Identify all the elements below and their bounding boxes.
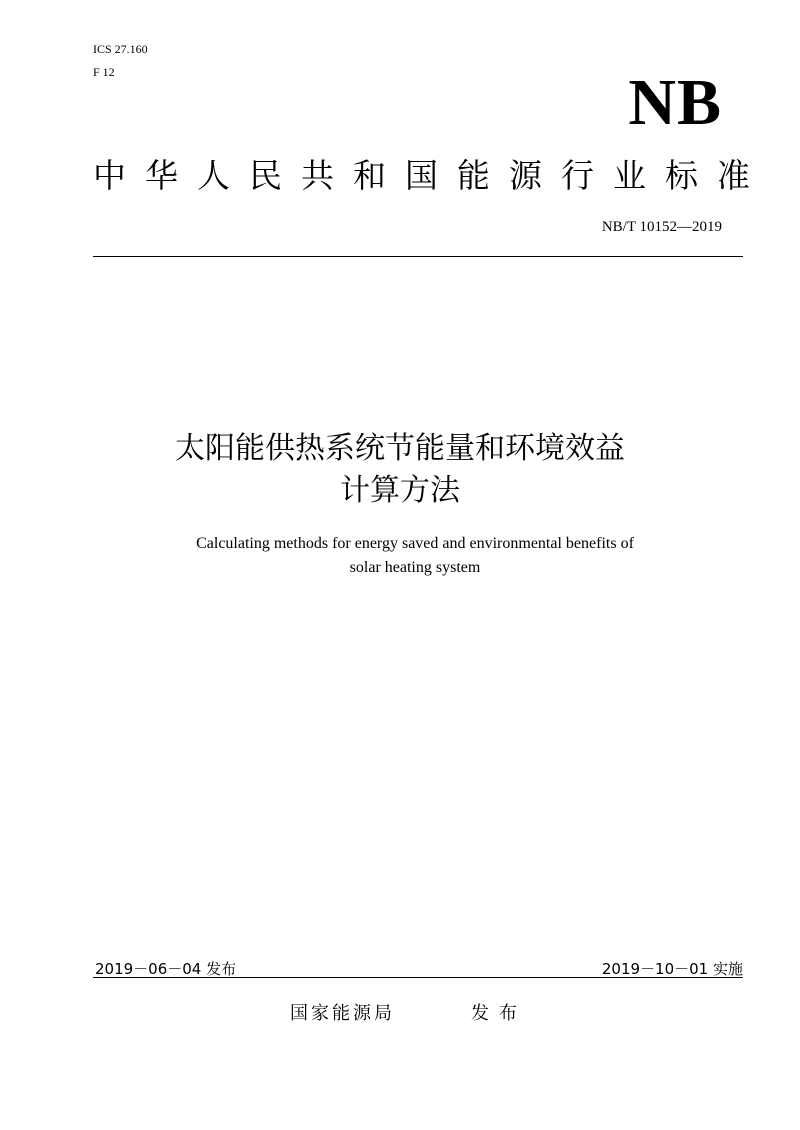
english-title xyxy=(0,532,800,580)
bottom-divider xyxy=(93,977,743,978)
english-title-line1: Calculating methods for energy saved and environmental benefits of xyxy=(196,535,634,552)
standard-type-char: 标 xyxy=(665,156,698,195)
top-divider xyxy=(93,256,743,257)
ics-code: ICS 27.160 xyxy=(93,42,148,56)
issue-date: 2019－06－04 发布 xyxy=(95,960,237,978)
standard-type-char: 业 xyxy=(613,156,646,195)
chinese-title xyxy=(0,428,800,512)
standard-type-title xyxy=(93,156,750,196)
standard-type-char: 人 xyxy=(197,156,230,195)
standard-type-char: 源 xyxy=(509,156,542,195)
standard-type-char: 民 xyxy=(249,156,282,195)
implementation-date: 2019－10－01 实施 xyxy=(601,960,743,978)
standard-type-char: 能 xyxy=(457,156,490,195)
publisher-name: 国家能源局 xyxy=(290,1003,395,1024)
standard-type-char: 准 xyxy=(717,156,750,195)
chinese-title-line2: 计算方法 xyxy=(340,473,460,508)
english-title-line2: solar heating system xyxy=(349,559,481,576)
chinese-title-line1: 太阳能供热系统节能量和环境效益 xyxy=(175,431,625,466)
publish-label: 发布 xyxy=(471,1003,527,1024)
standard-number: NB/T 10152—2019 xyxy=(601,219,722,235)
nb-logo: NB xyxy=(628,66,722,139)
ccs-code: F 12 xyxy=(93,65,115,79)
standard-type-char: 国 xyxy=(405,156,438,195)
standard-type-char: 华 xyxy=(145,156,178,195)
standard-type-char: 共 xyxy=(301,156,334,195)
standard-type-char: 和 xyxy=(353,156,386,195)
standard-type-char: 行 xyxy=(561,156,594,195)
standard-type-char: 中 xyxy=(93,156,126,195)
